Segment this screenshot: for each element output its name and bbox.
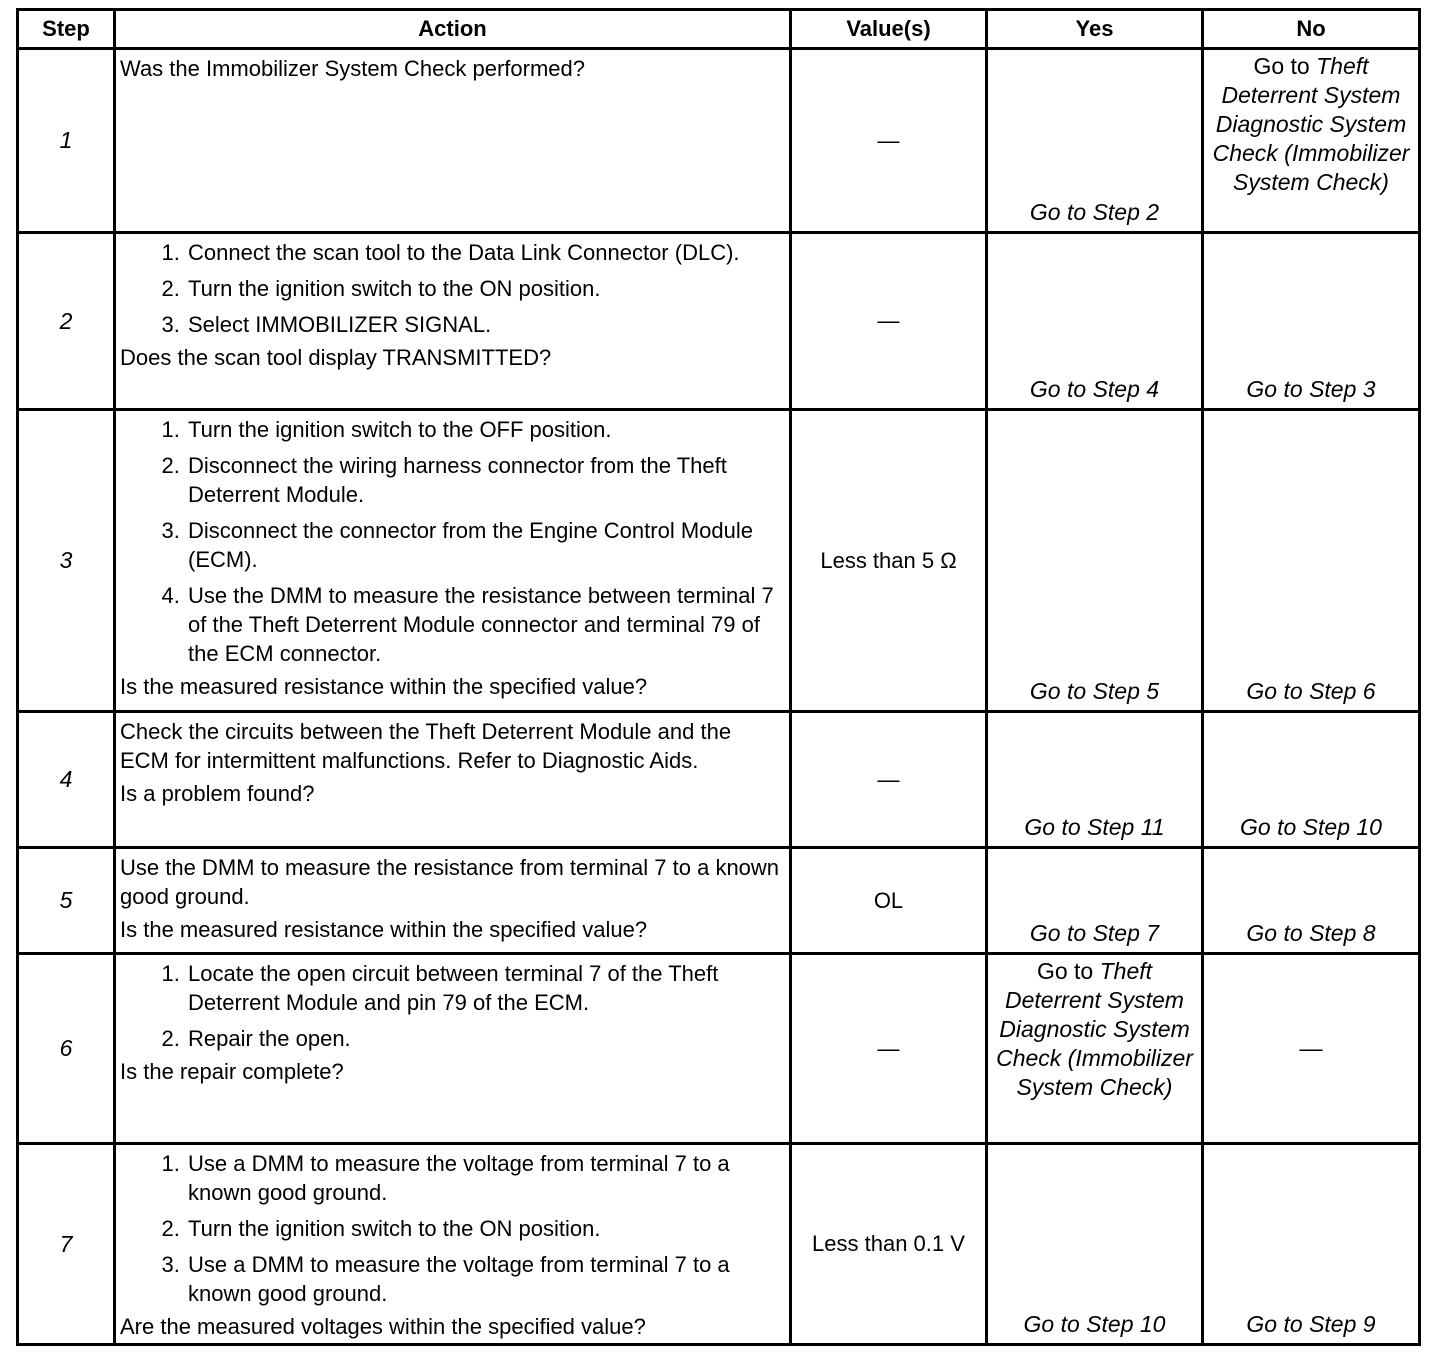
no-cell: Go to Step 10 [1203,712,1420,848]
yes-cell: Go to Step 2 [987,49,1203,233]
value-cell: — [791,954,987,1144]
table-row [18,712,1420,848]
action-step-item: 2. Repair the open. [186,1024,785,1053]
action-step-item: 2. Turn the ignition switch to the ON position. [186,1214,785,1243]
no-cell: Go to Step 8 [1203,848,1420,954]
action-question: Is the repair complete? [120,1059,344,1084]
action-question: Does the scan tool display TRANSMITTED? [120,345,552,370]
step-number: 5 [18,848,115,954]
yes-prefix: Go to [1036,958,1094,984]
action-cell [115,848,791,954]
action-steps [120,959,785,1053]
action-intro: Was the Immobilizer System Check performed? [120,56,585,81]
action-step-item: 3. Select IMMOBILIZER SIGNAL. [186,310,785,339]
header-values: Value(s) [791,10,987,49]
no-cell: Go to Step 6 [1203,410,1420,712]
value-cell: OL [791,848,987,954]
value-cell: — [791,49,987,233]
header-row [18,10,1420,49]
value-cell: — [791,712,987,848]
header-action: Action [115,10,791,49]
action-cell [115,233,791,410]
action-cell [115,410,791,712]
action-step-item: 2. Disconnect the wiring harness connector from the Theft Deterrent Module. [186,451,785,509]
step-number: 4 [18,712,115,848]
yes-cell: Go to Step 5 [987,410,1203,712]
yes-cell: Go to Step 4 [987,233,1203,410]
no-cell: — [1203,954,1420,1144]
step-number: 6 [18,954,115,1144]
action-intro: Check the circuits between the Theft Deterrent Module and the ECM for intermittent malfunctions. Refer to Diagnostic Aids. [120,719,732,773]
action-step-item: 1. Connect the scan tool to the Data Link Connector (DLC). [186,238,785,267]
action-question: Is the measured resistance within the specified value? [120,674,648,699]
action-step-item: 4. Use the DMM to measure the resistance between terminal 7 of the Theft Deterrent Module connector and terminal 79 of the ECM connector. [186,581,785,668]
action-question: Is a problem found? [120,781,315,806]
value-cell: — [791,233,987,410]
yes-cell: Go to Step 11 [987,712,1203,848]
no-cell: Go to Step 3 [1203,233,1420,410]
action-step-item: 2. Turn the ignition switch to the ON position. [186,274,785,303]
step-number: 1 [18,49,115,233]
yes-link: Theft Deterrent System Diagnostic System Check (Immobilizer System Check) [996,958,1193,1100]
table-row [18,233,1420,410]
step-number: 3 [18,410,115,712]
action-question: Are the measured voltages within the specified value? [120,1314,646,1339]
no-cell: Go to Step 9 [1203,1144,1420,1345]
action-cell [115,712,791,848]
action-steps [120,238,785,339]
yes-cell [987,954,1203,1144]
action-step-item: 3. Disconnect the connector from the Engine Control Module (ECM). [186,516,785,574]
table-row [18,49,1420,233]
table-row [18,410,1420,712]
table-row [18,1144,1420,1345]
header-no: No [1203,10,1420,49]
table-row [18,848,1420,954]
action-step-item: 1. Turn the ignition switch to the OFF position. [186,415,785,444]
no-link: Theft Deterrent System Diagnostic System Check (Immobilizer System Check) [1212,53,1410,195]
no-prefix: Go to [1253,53,1310,79]
action-cell [115,1144,791,1345]
no-cell [1203,49,1420,233]
diagnostic-table [16,8,1421,1346]
header-yes: Yes [987,10,1203,49]
yes-cell: Go to Step 7 [987,848,1203,954]
step-number: 7 [18,1144,115,1345]
value-cell: Less than 0.1 V [791,1144,987,1345]
action-step-item: 3. Use a DMM to measure the voltage from terminal 7 to a known good ground. [186,1250,785,1308]
action-step-item: 1. Locate the open circuit between terminal 7 of the Theft Deterrent Module and pin 79 of the ECM. [186,959,785,1017]
action-step-item: 1. Use a DMM to measure the voltage from terminal 7 to a known good ground. [186,1149,785,1207]
value-cell: Less than 5 Ω [791,410,987,712]
header-step: Step [18,10,115,49]
action-cell [115,954,791,1144]
action-intro: Use the DMM to measure the resistance from terminal 7 to a known good ground. [120,855,780,909]
table-row [18,954,1420,1144]
action-steps [120,415,785,668]
yes-cell: Go to Step 10 [987,1144,1203,1345]
action-steps [120,1149,785,1308]
action-cell [115,49,791,233]
step-number: 2 [18,233,115,410]
action-question: Is the measured resistance within the specified value? [120,917,648,942]
